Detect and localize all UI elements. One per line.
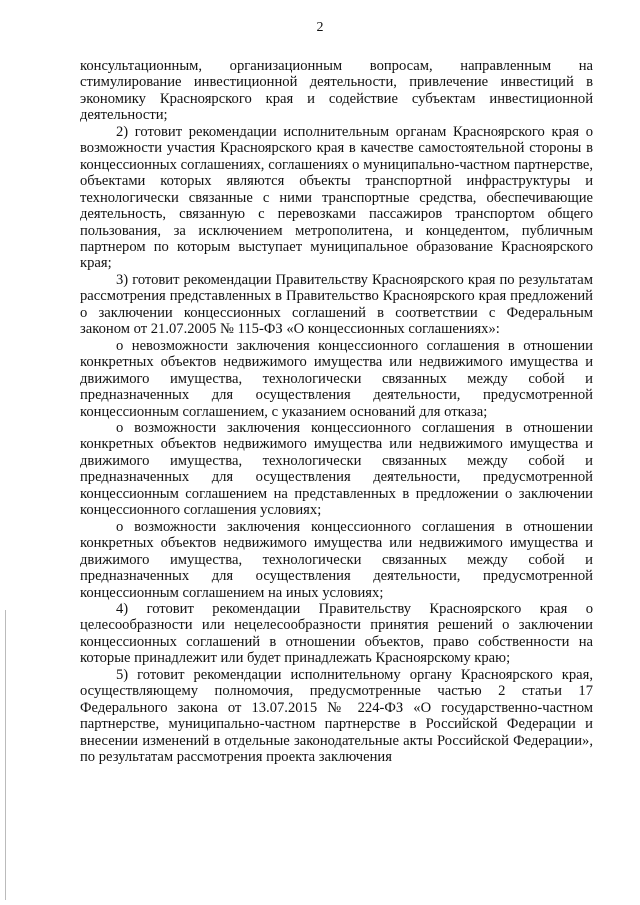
scan-artifact-line [5,610,6,900]
page-number: 2 [316,20,324,35]
paragraph-item-3-option-impossible: о невозможности заключения концессионного соглашения в отношении конкретных объектов недвижимого имущества или недвижимого имущества и движимого имущества, технологически связанных между собой и предназначенных для осуществления деятельности, предусмотренной концессионным соглашением, с указанием оснований для отказа; [80,337,593,420]
paragraph-continuation: консультационным, организационным вопросам, направленным на стимулирование инвестиционной деятельности, привлечение инвестиций в экономику Красноярского края и содействие субъектам инвестиционной деятельности; [80,58,593,124]
paragraph-item-3: 3) готовит рекомендации Правительству Красноярского края по результатам рассмотрения представленных в Правительство Красноярского края предложений о заключении концессионных соглашений в соответствии с Федеральным законом от 21.07.2005 № 115-ФЗ «О концессионных соглашениях»: [80,271,593,338]
paragraph-item-5: 5) готовит рекомендации исполнительному органу Красноярского края, осуществляющему полномочия, предусмотренные частью 2 статьи 17 Федерального закона от 13.07.2015 № 224-ФЗ «О государственно-частном партнерстве, муниципально-частном партнерстве в Российской Федерации и внесении изменений в отдельные законодательные акты Российской Федерации», по результатам рассмотрения проекта заключения [80,666,593,766]
paragraph-item-2: 2) готовит рекомендации исполнительным органам Красноярского края о возможности участия Красноярского края в качестве самостоятельной стороны в концессионных соглашениях, соглашениях о муниципально-частном партнерстве, объектами которых являются объекты транспортной инфраструктуры и технологически связанные с ними транспортные средства, обеспечивающие деятельность, связанную с перевозками пассажиров транспортом общего пользования, за исключением метрополитена, и концедентом, публичным партнером по которым выступает муниципальное образование Красноярского края; [80,123,593,272]
paragraph-item-3-option-possible-proposed: о возможности заключения концессионного соглашения в отношении конкретных объектов недвижимого имущества или недвижимого имущества и движимого имущества, технологически связанных между собой и предназначенных для осуществления деятельности, предусмотренной концессионным соглашением на представленных в предложении о заключении концессионного соглашения условиях; [80,419,593,519]
paragraph-item-3-option-possible-other: о возможности заключения концессионного соглашения в отношении конкретных объектов недвижимого имущества или недвижимого имущества и движимого имущества, технологически связанных между собой и предназначенных для осуществления деятельности, предусмотренной концессионным соглашением на иных условиях; [80,518,593,601]
paragraph-item-4: 4) готовит рекомендации Правительству Красноярского края о целесообразности или нецелесообразности принятия решений о заключении концессионных соглашений в отношении объектов, право собственности на которые принадлежит или будет принадлежать Красноярскому краю; [80,600,593,667]
document-body [80,58,593,765]
